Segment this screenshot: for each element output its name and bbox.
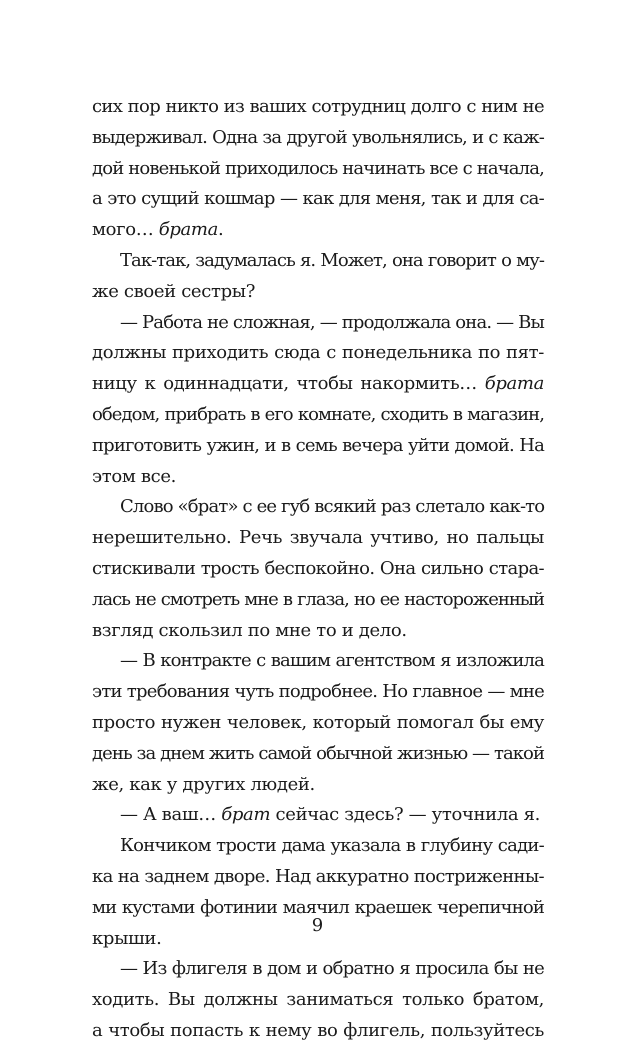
text-line — [92, 400, 544, 431]
text-segment: нерешительно. Речь звучала учтиво, но пальцы — [92, 527, 544, 549]
text-segment: дой новенькой приходилось начинать все с начала, — [92, 157, 544, 179]
text-line — [92, 338, 544, 369]
text-line — [92, 92, 544, 123]
text-segment: а это сущий кошмар — как для меня, так и для са- — [92, 188, 544, 210]
text-line — [92, 985, 544, 1016]
text-segment: Кончиком трости дама указала в глубину сади- — [120, 835, 544, 857]
text-segment: ка на заднем дворе. Над аккуратно постриженны- — [92, 865, 544, 887]
text-segment: приготовить ужин, и в семь вечера уйти домой. На — [92, 434, 544, 456]
text-segment: же, как у других людей. — [92, 773, 315, 795]
text-segment: — В контракте с вашим агентством я изложила — [120, 650, 544, 672]
text-line — [92, 523, 544, 554]
text-line — [92, 954, 544, 985]
text-segment: Так-так, задумалась я. Может, она говорит о му- — [120, 249, 544, 271]
text-line — [92, 770, 544, 801]
text-segment: лась не смотреть мне в глаза, но ее настороженный — [92, 588, 544, 610]
text-line — [92, 1016, 544, 1047]
text-segment: просто нужен человек, который помогал бы ему — [92, 711, 544, 733]
text-line — [92, 431, 544, 462]
text-line — [92, 308, 544, 339]
text-segment: а чтобы попасть к нему во флигель, пользуйтесь — [92, 1019, 544, 1041]
text-segment: мого… — [92, 219, 159, 241]
text-segment: ми кустами фотинии маячил краешек черепичной — [92, 896, 544, 918]
text-line — [92, 462, 544, 493]
text-line — [92, 739, 544, 770]
text-line — [92, 184, 544, 215]
text-segment: — А ваш… — [120, 804, 222, 826]
text-line — [92, 277, 544, 308]
text-segment: выдерживал. Одна за другой увольнялись, и с каж- — [92, 126, 544, 148]
text-line — [92, 492, 544, 523]
text-segment: день за днем жить самой обычной жизнью — такой — [92, 742, 544, 764]
text-segment: — Работа не сложная, — продолжала она. — Вы — [120, 311, 544, 333]
text-line — [92, 831, 544, 862]
text-segment: сих пор никто из ваших сотрудниц долго с ним не — [92, 96, 544, 117]
text-line — [92, 862, 544, 893]
text-segment: сейчас здесь? — уточнила я. — [270, 804, 541, 826]
page-number: 9 — [311, 915, 324, 936]
text-line — [92, 616, 544, 647]
italic-word: брата — [484, 373, 544, 395]
text-line — [92, 554, 544, 585]
text-segment: крыши. — [92, 927, 162, 949]
text-line — [92, 800, 544, 831]
text-line — [92, 154, 544, 185]
body-text — [92, 92, 544, 1047]
italic-word: брат — [221, 804, 271, 826]
text-segment: стискивали трость беспокойно. Она сильно стара- — [92, 557, 544, 579]
text-segment: этом все. — [92, 465, 177, 487]
text-segment: же своей сестры? — [92, 280, 256, 302]
text-segment: ницу к одиннадцати, чтобы накормить… — [92, 373, 485, 395]
text-line — [92, 246, 544, 277]
text-line — [92, 585, 544, 616]
text-segment: Слово «брат» с ее губ всякий раз слетало как-то — [120, 496, 545, 518]
text-line — [92, 677, 544, 708]
text-segment: должны приходить сюда с понедельника по пят- — [92, 342, 544, 364]
italic-word: брата — [158, 219, 219, 241]
text-line — [92, 123, 544, 154]
text-line — [92, 369, 544, 400]
text-segment: — Из флигеля в дом и обратно я просила бы не — [120, 958, 544, 980]
text-line — [92, 646, 544, 677]
text-line — [92, 215, 544, 246]
text-segment: обедом, прибрать в его комнате, сходить в магазин, — [92, 403, 544, 425]
text-line — [92, 708, 544, 739]
text-segment: ходить. Вы должны заниматься только братом, — [92, 989, 544, 1011]
text-segment: взгляд скользил по мне то и дело. — [92, 619, 407, 641]
text-segment: . — [218, 219, 224, 241]
text-segment: эти требования чуть подробнее. Но главное — мне — [92, 681, 544, 703]
